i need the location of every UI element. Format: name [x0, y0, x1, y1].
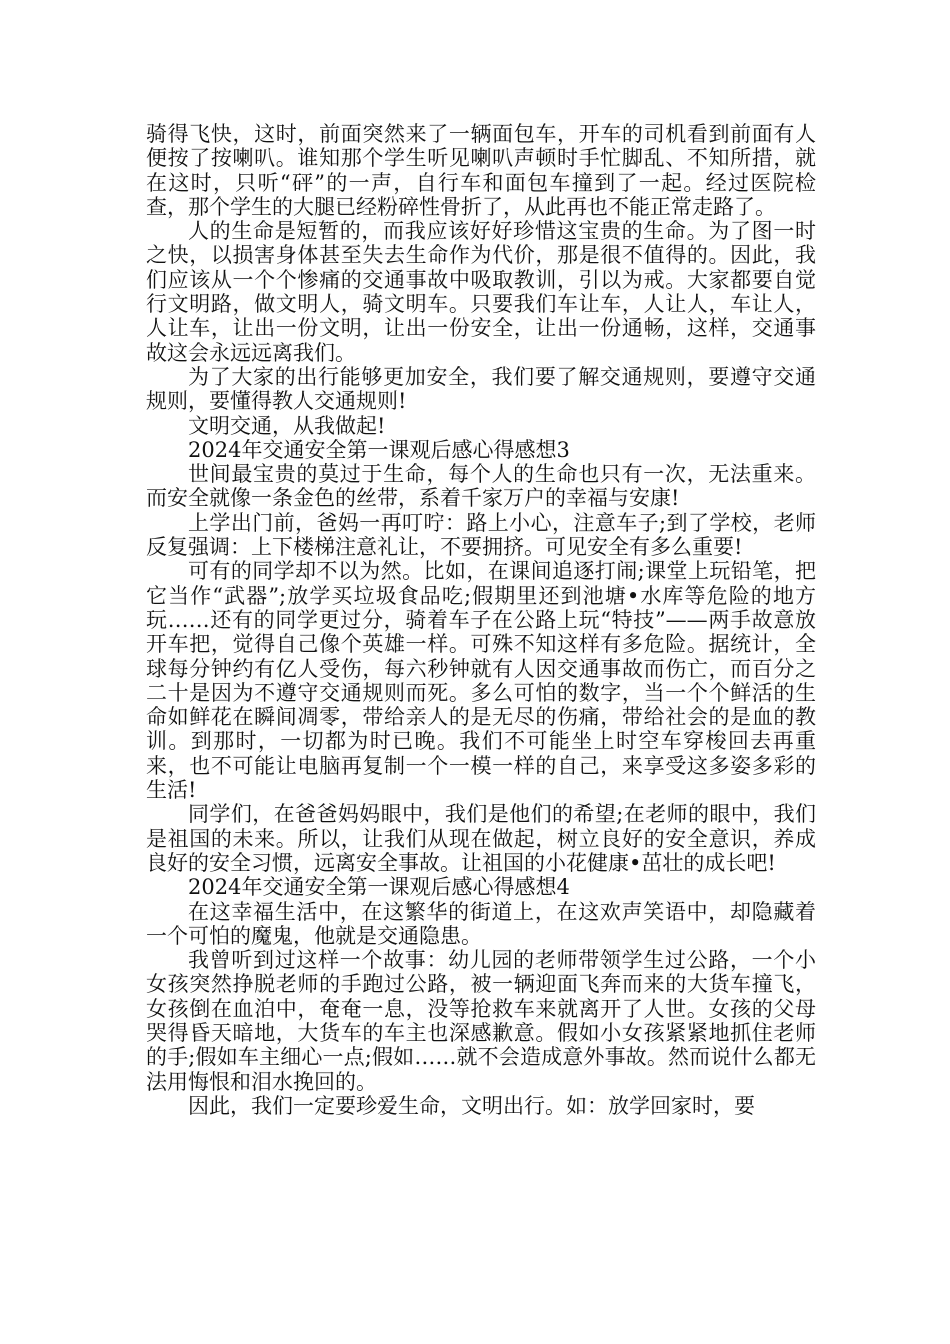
- paragraph: 为了大家的出行能够更加安全，我们要了解交通规则，要遵守交通规则，要懂得教人交通规则!: [146, 364, 816, 414]
- paragraph: 我曾听到过这样一个故事：幼儿园的老师带领学生过公路，一个小女孩突然挣脱老师的手跑过公路，被一辆迎面飞奔而来的大货车撞飞，女孩倒在血泊中，奄奄一息，没等抢救车来就离开了人世。女孩的父母哭得昏天暗地，大货车的车主也深感歉意。假如小女孩紧紧地抓住老师的手;假如车主细心一点;假如……就不会造成意外事故。然而说什么都无法用悔恨和泪水挽回的。: [146, 948, 816, 1094]
- paragraph: 上学出门前，爸妈一再叮咛：路上小心，注意车子;到了学校，老师反复强调：上下楼梯注意礼让，不要拥挤。可见安全有多么重要!: [146, 510, 816, 560]
- paragraph-continuation: 骑得飞快，这时，前面突然来了一辆面包车，开车的司机看到前面有人便按了按喇叭。谁知那个学生听见喇叭声顿时手忙脚乱、不知所措，就在这时，只听“砰”的一声，自行车和面包车撞到了一起。经过医院检查，那个学生的大腿已经粉碎性骨折了，从此再也不能正常走路了。: [146, 122, 816, 219]
- paragraph: 人的生命是短暂的，而我应该好好珍惜这宝贵的生命。为了图一时之快，以损害身体甚至失去生命作为代价，那是很不值得的。因此，我们应该从一个个惨痛的交通事故中吸取教训，引以为戒。大家都要自觉行文明路，做文明人，骑文明车。只要我们车让车，人让人，车让人，人让车，让出一份文明，让出一份安全，让出一份通畅，这样，交通事故这会永远远离我们。: [146, 219, 816, 365]
- section-heading: 2024年交通安全第一课观后感心得感想4: [188, 875, 570, 900]
- paragraph: 文明交通，从我做起!: [188, 413, 386, 438]
- paragraph: 世间最宝贵的莫过于生命，每个人的生命也只有一次，无法重来。而安全就像一条金色的丝带，系着千家万户的幸福与安康!: [146, 462, 816, 511]
- section-heading: 2024年交通安全第一课观后感心得感想3: [188, 437, 570, 462]
- paragraph: 在这幸福生活中，在这繁华的街道上，在这欢声笑语中，却隐藏着一个可怕的魔鬼，他就是交通隐患。: [146, 899, 816, 948]
- document-page: [146, 122, 816, 1118]
- paragraph: 因此，我们一定要珍爱生命，文明出行。如：放学回家时，要: [188, 1093, 755, 1118]
- paragraph: 可有的同学却不以为然。比如，在课间追逐打闹;课堂上玩铅笔，把它当作“武器”;放学买垃圾食品吃;假期里还到池塘•水库等危险的地方玩……还有的同学更过分，骑着车子在公路上玩“特技”——两手故意放开车把，觉得自己像个英雄一样。可殊不知这样有多危险。据统计，全球每分钟约有亿人受伤，每六秒钟就有人因交通事故而伤亡，而百分之二十是因为不遵守交通规则而死。多么可怕的数字，当一个个鲜活的生命如鲜花在瞬间凋零，带给亲人的是无尽的伤痛，带给社会的是血的教训。到那时，一切都为时已晚。我们不可能坐上时空车穿梭回去再重来，也不可能让电脑再复制一个一模一样的自己，来享受这多姿多彩的生活!: [146, 559, 816, 803]
- paragraph: 同学们，在爸爸妈妈眼中，我们是他们的希望;在老师的眼中，我们是祖国的未来。所以，让我们从现在做起，树立良好的安全意识，养成良好的安全习惯，远离安全事故。让祖国的小花健康•茁壮的成长吧!: [146, 802, 816, 875]
